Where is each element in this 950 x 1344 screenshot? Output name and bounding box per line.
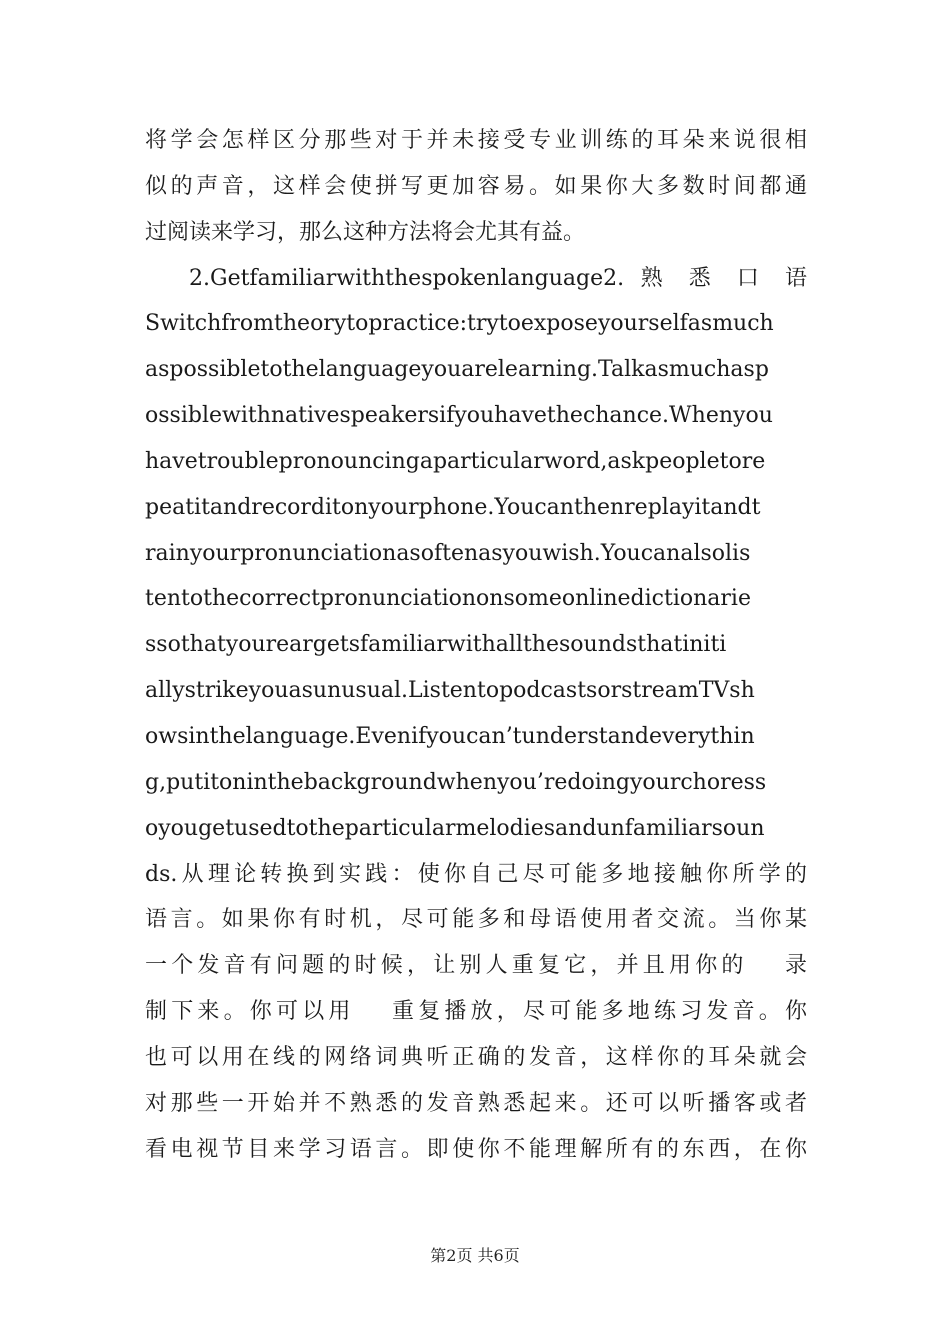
- text-line: ssothatyoureargetsfamiliarwithallthesoundsthatiniti: [145, 632, 727, 658]
- text-line: tentothecorrectpronunciationonsomeonlinedictionarie: [145, 586, 751, 612]
- text-line: g,putitoninthebackgroundwhenyou’redoingyourchoress: [145, 769, 767, 795]
- text-line: aspossibletothelanguageyouarelearning.Talkasmuchasp: [145, 357, 769, 383]
- text-line: 一个发音有问题的时候，让别人重复它，并且用你的 录: [145, 953, 807, 979]
- body-text: [145, 118, 807, 1172]
- text-line: 看电视节目来学习语言。即使你不能理解所有的东西，在你: [145, 1136, 807, 1162]
- text-line: oyougetusedtotheparticularmelodiesandunfamiliarsoun: [145, 815, 765, 841]
- text-line: Switchfromtheorytopractice:trytoexposeyourselfasmuch: [145, 311, 774, 337]
- text-line: 过阅读来学习，那么这种方法将会尤其有益。: [145, 219, 586, 245]
- section-heading-line: 2.Getfamiliarwiththespokenlanguage2. 熟 悉 口 语: [189, 265, 807, 291]
- text-line: ossiblewithnativespeakersifyouhavethechance.Whenyou: [145, 403, 773, 429]
- page-number-footer: 第2页 共6页: [430, 1246, 520, 1265]
- text-line: 对那些一开始并不熟悉的发音熟悉起来。还可以听播客或者: [145, 1090, 807, 1116]
- text-line: havetroublepronouncingaparticularword,askpeopletore: [145, 448, 766, 474]
- text-line: 也可以用在线的网络词典听正确的发音，这样你的耳朵就会: [145, 1044, 807, 1070]
- text-line: 将学会怎样区分那些对于并未接受专业训练的耳朵来说很相: [145, 128, 807, 153]
- text-line: owsinthelanguage.Evenifyoucan’tunderstandeverythin: [145, 723, 755, 749]
- text-line: rainyourpronunciationasoftenasyouwish.Youcanalsolis: [145, 540, 751, 566]
- text-line: peatitandrecorditonyourphone.Youcanthenreplayitandt: [145, 494, 761, 520]
- text-line: ds.从理论转换到实践：使你自己尽可能多地接触你所学的: [145, 861, 807, 887]
- text-line: 似的声音，这样会使拼写更加容易。如果你大多数时间都通: [145, 173, 807, 199]
- text-line: 制下来。你可以用 重复播放，尽可能多地练习发音。你: [145, 999, 807, 1025]
- text-line: allystrikeyouasunusual.ListentopodcastsorstreamTVsh: [145, 678, 755, 704]
- text-line: 语言。如果你有时机，尽可能多和母语使用者交流。当你某: [145, 907, 807, 933]
